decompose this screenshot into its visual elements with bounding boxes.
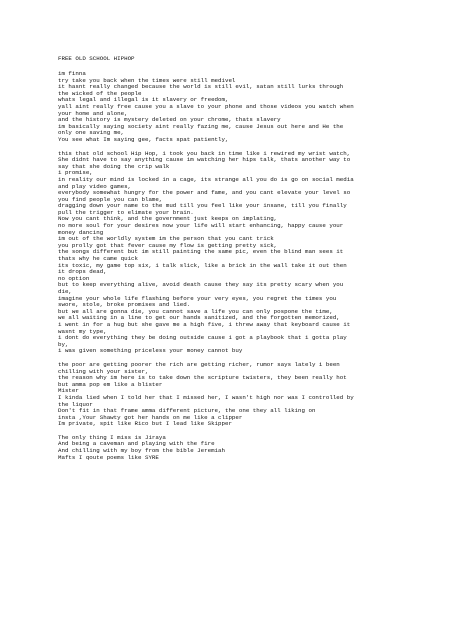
text-line: it drops dead, <box>58 269 107 276</box>
text-line: And chilling with my boy from the bible Jeremiah <box>58 448 225 455</box>
text-line: She didnt have to say anything cause im watching her hips talk, thats another way to <box>58 157 351 164</box>
text-line: it hasnt really changed because the world is still evil, satan still lurks through <box>58 84 344 91</box>
text-line: in reality our mind is locked in a cage, its strange all you do is go on social media <box>58 176 354 183</box>
text-line: whats legal and illegal is it slavery or freedom, <box>58 97 229 104</box>
text-line: you find people you can blame, <box>58 196 163 203</box>
text-line: say that she doing the crip walk <box>58 163 170 170</box>
text-line: im finna <box>58 71 86 77</box>
text-line: Don't fit in that frame amma different picture, the one they all liking on <box>58 408 316 415</box>
text-line: insta ,Your Shawty got her hands on me like a clipper <box>58 414 243 421</box>
text-line: the wicked of the people <box>58 90 142 97</box>
text-line: imagine your whole life flashing before your very eyes, you regret the times you <box>58 295 337 302</box>
text-line: and play video games, <box>58 183 132 190</box>
text-line: I kinda lied when I told her that I missed her, I wasn't high nor was I controlled by <box>58 394 354 401</box>
text-line: im out of the worldly system im the person that you cant trick <box>58 236 274 243</box>
text-line: you prolly got that fever cause my flow is getting pretty sick, <box>58 242 278 249</box>
text-line: we all waiting in a line to get our hands sanitized, and the forgotten memorized, <box>58 315 340 322</box>
text-line: pull the trigger to elimate your brain. <box>58 209 194 216</box>
lyrics-body <box>58 71 444 461</box>
text-line: im basically saying society aint really fazing me, cause Jesus out here and He the <box>58 123 344 130</box>
text-line: its toxic, my game top six, i talk slick, like a brick in the wall take it out then <box>58 262 347 269</box>
text-line: everybody somewhat hungry for the power and fame, and you cant elevate your level so <box>58 190 351 197</box>
stanza <box>58 362 444 428</box>
document-title: FREE OLD SCHOOL HIPHOP <box>58 55 135 62</box>
text-line: Now you cant think, and the government just keeps on implating, <box>58 216 278 223</box>
text-line: chilling with your sister, <box>58 368 149 375</box>
text-line: i promise, <box>58 170 93 177</box>
text-line: but we all are gonna die, you cannot save a life you can only pospone the time, <box>58 308 333 315</box>
text-line: i was given something priceless your money cannot buy <box>58 348 243 355</box>
text-line: You see what Im saying gee, facts spat patiently, <box>58 136 229 143</box>
text-line: Mafts I qoute poems like SYRE <box>58 454 159 461</box>
text-line: the reason why im here is to take down the scripture twisters, they been really hot <box>58 375 347 382</box>
text-line: money dancing <box>58 229 104 236</box>
stanza <box>58 435 444 461</box>
text-line: die, <box>58 289 72 295</box>
text-line: but amma pop em like a blister <box>58 381 163 388</box>
text-line: And being a caveman and playing with the fire <box>58 441 215 448</box>
text-line: this that old school Hip Hop, i took you back in time like i rewired my wrist watch, <box>58 150 351 157</box>
text-line: no option <box>58 275 90 282</box>
stanza <box>58 71 444 144</box>
text-line: and the history is mystery deleted on your chrome, thats slavery <box>58 117 281 124</box>
text-line: by, <box>58 341 69 348</box>
text-line: i went in for a hug but she gave me a high five, i threw away that keyboard cause it <box>58 321 351 328</box>
text-line: but to keep everything alive, avoid death cause they say its pretty scary when you <box>58 282 344 289</box>
text-line: the songs different but im still painting the same pic, even the blind man sees it <box>58 249 344 256</box>
text-line: Im private, spit like Rico but I lead like Skipper <box>58 421 232 428</box>
text-line: only one saving me, <box>58 130 125 137</box>
text-line: the liquor <box>58 401 93 408</box>
text-line: try take you back when the times were still medivel <box>58 77 236 84</box>
text-line: the poor are getting poorer the rich are getting richer, rumor says lately i been <box>58 361 340 368</box>
text-line: your home and alone, <box>58 110 128 117</box>
stanza <box>58 151 444 355</box>
text-line: no more soul for your desires now your life will start enhancing, happy cause your <box>58 223 344 230</box>
text-line: wasnt my type, <box>58 328 107 335</box>
text-line: dragging down your name to the mud till you feel like your insane, till you finally <box>58 203 347 210</box>
text-line: i dont do everything they be doing outside cause i got a playbook that i gotta play <box>58 335 347 342</box>
text-line: thats why he came quick <box>58 256 139 263</box>
text-line: The only thing I miss is Jiraya <box>58 434 166 441</box>
text-line: Mister <box>58 388 79 395</box>
text-line: yall aint really free cause you a slave to your phone and those videos you watch when <box>58 103 354 110</box>
text-line: swore, stole, broke promises and lied. <box>58 302 191 309</box>
